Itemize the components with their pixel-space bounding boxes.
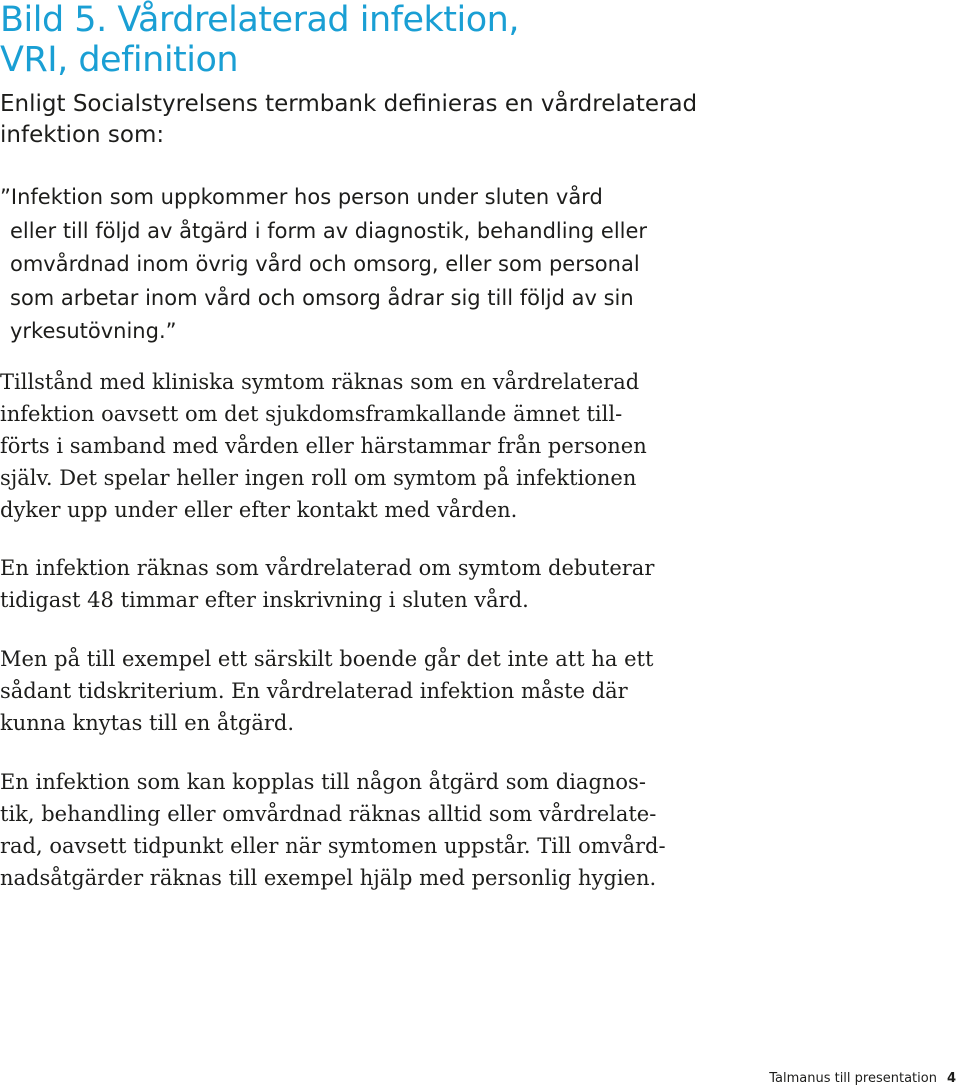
page-footer <box>769 1071 956 1087</box>
quote-line: som arbetar inom vård och omsorg ådrar sig till följd av sin <box>10 285 634 310</box>
title-line: VRI, definition <box>0 40 239 80</box>
paragraph-line: själv. Det spelar heller ingen roll om symtom på infektionen <box>0 466 637 490</box>
quote-line: omvårdnad inom övrig vård och omsorg, eller som personal <box>10 252 640 277</box>
footer-label: Talmanus till presentation <box>769 1071 937 1086</box>
paragraph-line: En infektion som kan kopplas till någon åtgärd som diagnos- <box>0 770 646 794</box>
intro-line: infektion som: <box>0 122 165 148</box>
paragraph-line: kunna knytas till en åtgärd. <box>0 711 294 735</box>
paragraph-line: Men på till exempel ett särskilt boende går det inte att ha ett <box>0 647 654 671</box>
definition-quote <box>0 181 647 349</box>
paragraph-line: nadsåtgärder räknas till exempel hjälp med personlig hygien. <box>0 866 657 890</box>
paragraph-special-housing <box>0 643 653 739</box>
intro-paragraph <box>0 89 697 151</box>
quote-line: eller till följd av åtgärd i form av diagnostik, behandling eller <box>10 218 648 243</box>
paragraph-time-criterion <box>0 552 654 616</box>
page-title <box>0 0 519 80</box>
title-line: Bild 5. Vårdrelaterad infektion, <box>0 0 519 40</box>
paragraph-line: Tillstånd med kliniska symtom räknas som en vårdrelaterad <box>0 370 640 394</box>
paragraph-measures <box>0 766 666 894</box>
paragraph-line: förts i samband med vården eller härstammar från personen <box>0 434 647 458</box>
paragraph-line: infektion oavsett om det sjukdomsframkallande ämnet till- <box>0 402 623 426</box>
paragraph-line: tik, behandling eller omvårdnad räknas alltid som vårdrelate- <box>0 802 657 826</box>
quote-line: yrkesutövning.” <box>10 319 177 344</box>
paragraph-line: rad, oavsett tidpunkt eller när symtomen uppstår. Till omvård- <box>0 834 666 858</box>
paragraph-symptoms <box>0 366 647 526</box>
paragraph-line: En infektion räknas som vårdrelaterad om symtom debuterar <box>0 556 655 580</box>
paragraph-line: tidigast 48 timmar efter inskrivning i sluten vård. <box>0 588 529 612</box>
page-number: 4 <box>946 1071 956 1086</box>
paragraph-line: sådant tidskriterium. En vårdrelaterad infektion måste där <box>0 679 628 703</box>
paragraph-line: dyker upp under eller efter kontakt med vården. <box>0 498 518 522</box>
intro-line: Enligt Socialstyrelsens termbank definieras en vårdrelaterad <box>0 91 698 117</box>
quote-line: ”Infektion som uppkommer hos person under sluten vård <box>0 185 603 209</box>
